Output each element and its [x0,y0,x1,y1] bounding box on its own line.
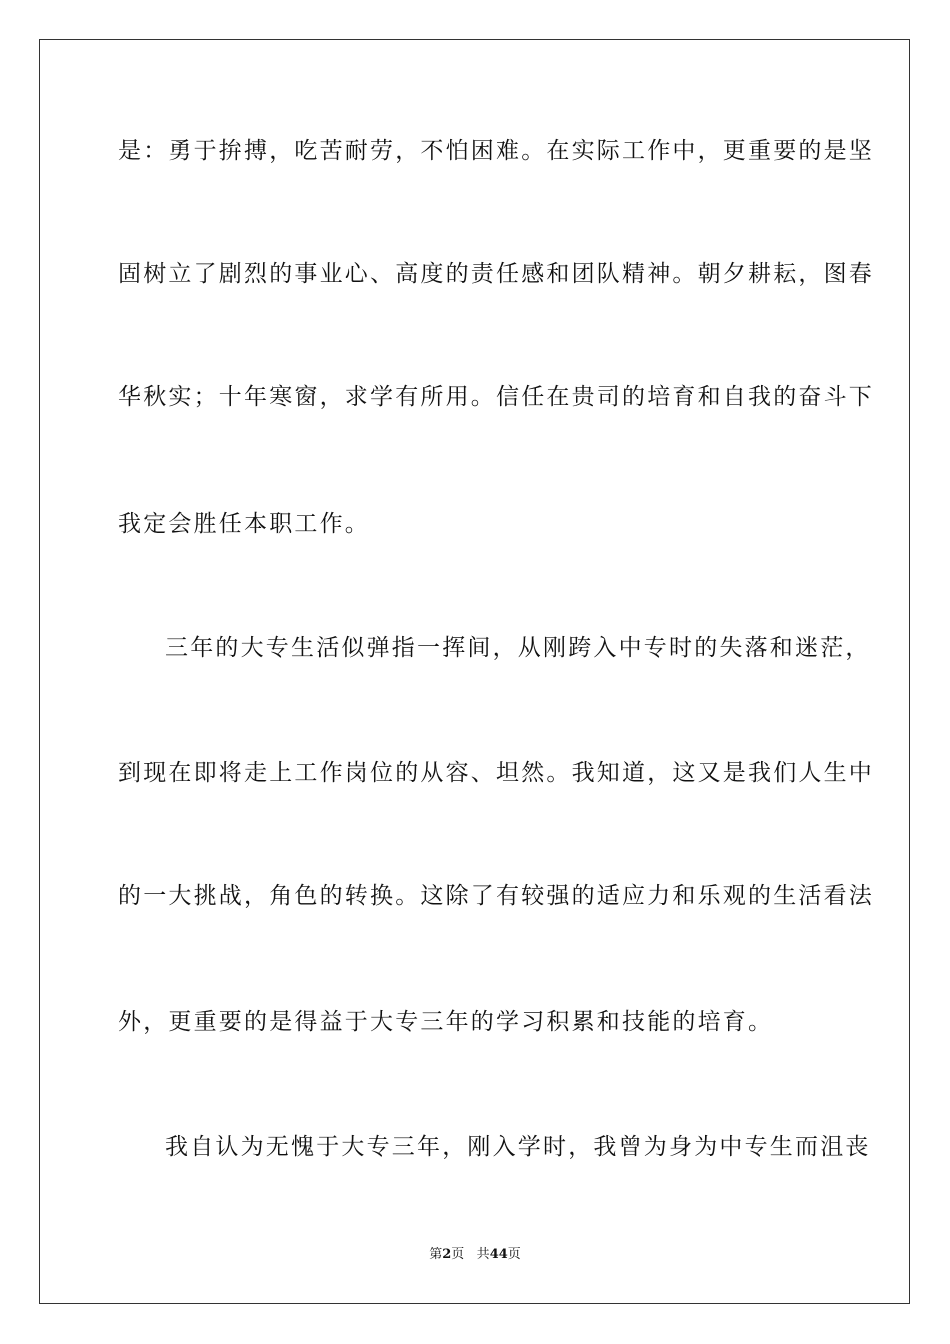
footer-page-number: 2 [442,1247,452,1262]
body-text-line: 我定会胜任本职工作。 [118,511,370,537]
body-text-line: 是：勇于拚搏，吃苦耐劳，不怕困难。在实际工作中，更重要的是坚 [118,138,874,164]
paragraph-first-line: 我自认为无愧于大专三年，刚入学时，我曾为身为中专生而沮丧 [165,1134,871,1160]
body-text-line: 的一大挑战，角色的转换。这除了有较强的适应力和乐观的生活看法 [118,883,874,909]
page-border [39,39,910,1304]
body-text-line: 外，更重要的是得益于大专三年的学习积累和技能的培育。 [118,1009,774,1035]
page-footer [0,1246,950,1264]
footer-page-prefix: 第 [429,1247,443,1262]
footer-page-suffix: 页 [451,1247,465,1262]
paragraph-first-line: 三年的大专生活似弹指一挥间，从刚跨入中专时的失落和迷茫， [165,635,871,661]
footer-total-pages: 44 [489,1247,508,1262]
body-text-line: 华秋实；十年寒窗，求学有所用。信任在贵司的培育和自我的奋斗下 [118,384,874,410]
footer-total-suffix: 页 [507,1247,521,1262]
body-text-line: 到现在即将走上工作岗位的从容、坦然。我知道，这又是我们人生中 [118,760,874,786]
footer-total-prefix: 共 [476,1247,490,1262]
body-text-line: 固树立了剧烈的事业心、高度的责任感和团队精神。朝夕耕耘，图春 [118,261,874,287]
